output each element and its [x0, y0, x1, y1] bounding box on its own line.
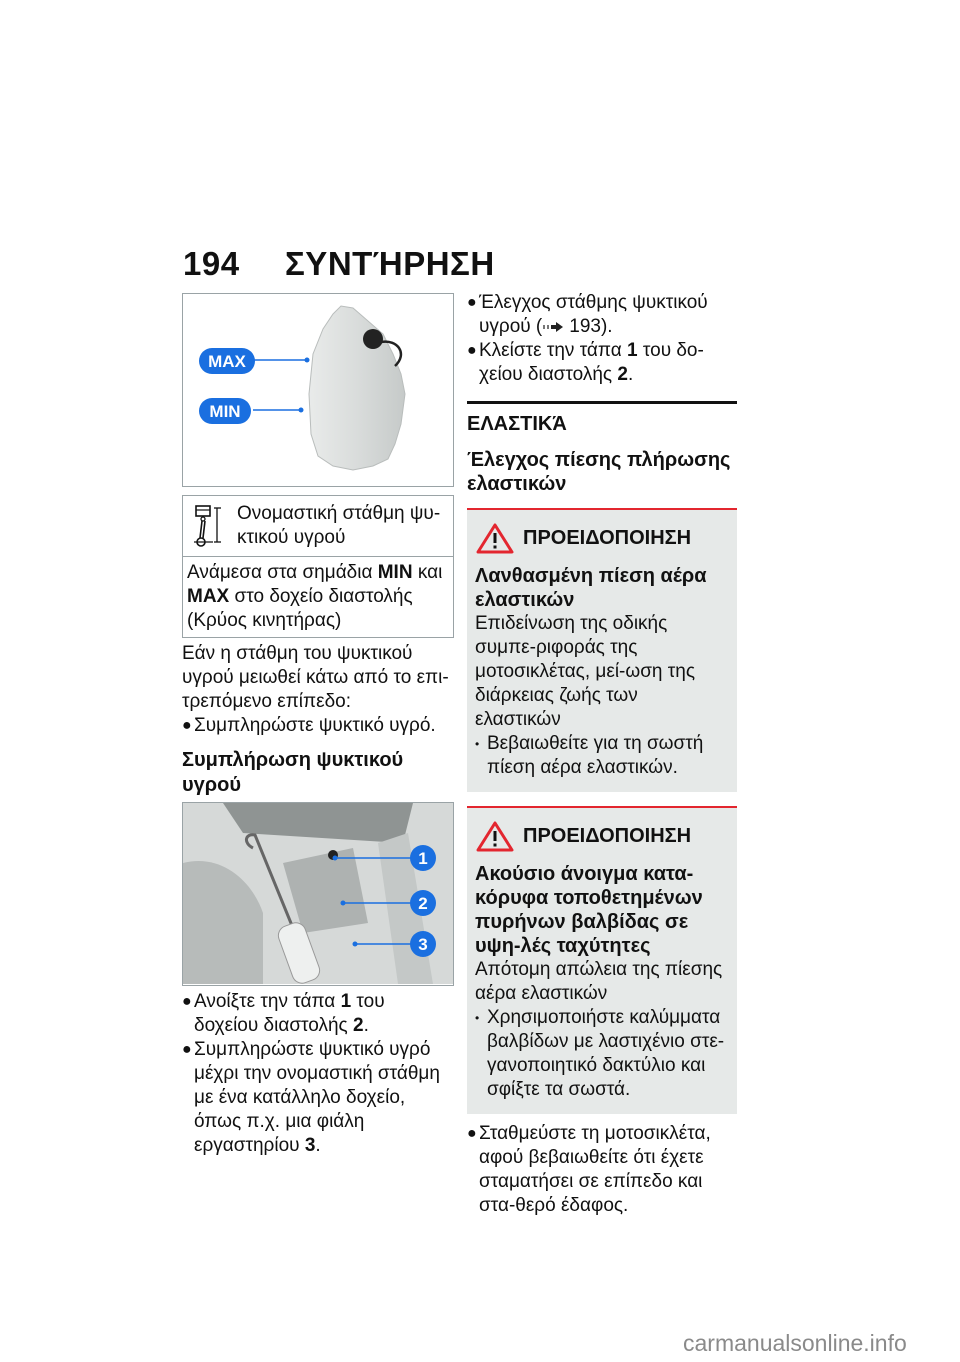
check-level-step: ● Έλεγχος στάθμης ψυκτικού υγρού ( 193). — [467, 292, 708, 337]
warning-triangle-icon — [475, 522, 515, 554]
bullet-item — [182, 714, 454, 738]
refill-illustration — [183, 803, 453, 984]
bullet-icon: ● — [467, 294, 477, 311]
warning-box-2 — [467, 808, 737, 1114]
warning-body: Επιδείνωση της οδικής συμπε-ριφοράς της μοτοσικλέτας, μεί-ωση της διάρκειας ζωής των ελαστικών — [475, 613, 696, 730]
spec-value-text: στο δοχείο διαστολής (Κρύος κινητήρας) — [187, 586, 413, 631]
warning-header — [475, 522, 727, 554]
spec-value-text: Ανάμεσα στα σημάδια — [187, 562, 378, 583]
coolant-tank-figure — [182, 293, 454, 487]
callout-1: 1 — [418, 849, 428, 868]
refill-figure — [182, 802, 454, 986]
right-column — [467, 291, 737, 1218]
watermark: carmanualsonline.info — [683, 1330, 907, 1356]
refill-subheading: Συμπλήρωση ψυκτικού υγρού — [182, 749, 404, 796]
spec-value-max: MAX — [187, 586, 230, 607]
bullet-icon: ● — [182, 1041, 192, 1058]
callout-2: 2 — [418, 894, 428, 913]
section-divider — [467, 401, 737, 404]
close-cap-step: ● Κλείστε την τάπα 1 του δο-χείου διαστολής 2. — [467, 340, 704, 385]
section-subtitle: Έλεγχος πίεσης πλήρωσης ελαστικών — [467, 449, 731, 495]
bullet-icon: ● — [182, 993, 192, 1010]
low-level-paragraph: Εάν η στάθμη του ψυκτικού υγρού μειωθεί κάτω από το επι-τρεπόμενο επίπεδο: — [182, 643, 449, 712]
left-column — [182, 293, 454, 1158]
spec-value-min: MIN — [377, 562, 413, 583]
warning-label: ΠΡΟΕΙΔΟΠΟΙΗΣΗ — [523, 824, 692, 847]
spec-label: Ονομαστική στάθμη ψυ-κτικού υγρού — [237, 503, 441, 548]
bullet-text: Συμπληρώστε ψυκτικό υγρό. — [194, 715, 436, 736]
bullet-icon: ● — [467, 342, 477, 359]
callout-3: 3 — [418, 935, 428, 954]
section-title: ΕΛΑΣΤΙΚΆ — [467, 413, 567, 435]
coolant-level-icon — [193, 502, 227, 550]
bullet-icon: • — [475, 1011, 480, 1025]
spec-row-value — [183, 557, 453, 637]
page-number: 194 — [183, 245, 240, 282]
page-reference-link[interactable]: 193 — [569, 316, 601, 337]
spec-table — [182, 495, 454, 638]
warning-body: Απότομη απώλεια της πίεσης αέρα ελαστικών — [475, 959, 723, 1004]
max-label: MAX — [208, 352, 246, 371]
page-reference-arrow-icon — [543, 321, 565, 333]
spec-value-text: και — [412, 562, 443, 583]
bullet-icon: • — [475, 737, 480, 751]
chapter-title: ΣΥΝΤΉΡΗΣΗ — [285, 245, 495, 282]
bullet-icon: ● — [467, 1125, 477, 1142]
warning-box-1 — [467, 510, 737, 792]
warning-action: • Βεβαιωθείτε για τη σωστή πίεση αέρα ελαστικών. — [475, 733, 704, 778]
warning-action: • Χρησιμοποιήστε καλύμματα βαλβίδων με λαστιχένιο στε-γανοποιητικό δακτύλιο και σφίξτε τα σωστά. — [475, 1007, 725, 1100]
coolant-tank-illustration — [183, 294, 453, 485]
spec-row-label — [183, 496, 453, 557]
refill-step-1: ● Ανοίξτε την τάπα 1 του δοχείου διαστολής 2. — [182, 991, 385, 1036]
warning-triangle-icon — [475, 820, 515, 852]
warning-heading: Ακούσιο άνοιγμα κατα-κόρυφα τοποθετημένων πυρήνων βαλβίδας σε υψη-λές ταχύτητες — [475, 863, 703, 957]
park-step: ● Σταθμεύστε τη μοτοσικλέτα, αφού βεβαιωθείτε ότι έχετε σταματήσει σε επίπεδο και στα-θερό έδαφος. — [467, 1123, 711, 1216]
warning-label: ΠΡΟΕΙΔΟΠΟΙΗΣΗ — [523, 526, 692, 549]
bullet-icon: ● — [182, 717, 192, 734]
refill-step-2: ● Συμπληρώστε ψυκτικό υγρό μέχρι την ονομαστική στάθμη με ένα κατάλληλο δοχείο, όπως π.χ. μια φιάλη εργαστηρίου 3. — [182, 1039, 440, 1156]
warning-heading: Λανθασμένη πίεση αέρα ελαστικών — [475, 565, 707, 611]
min-label: MIN — [209, 402, 241, 421]
warning-header — [475, 820, 727, 852]
